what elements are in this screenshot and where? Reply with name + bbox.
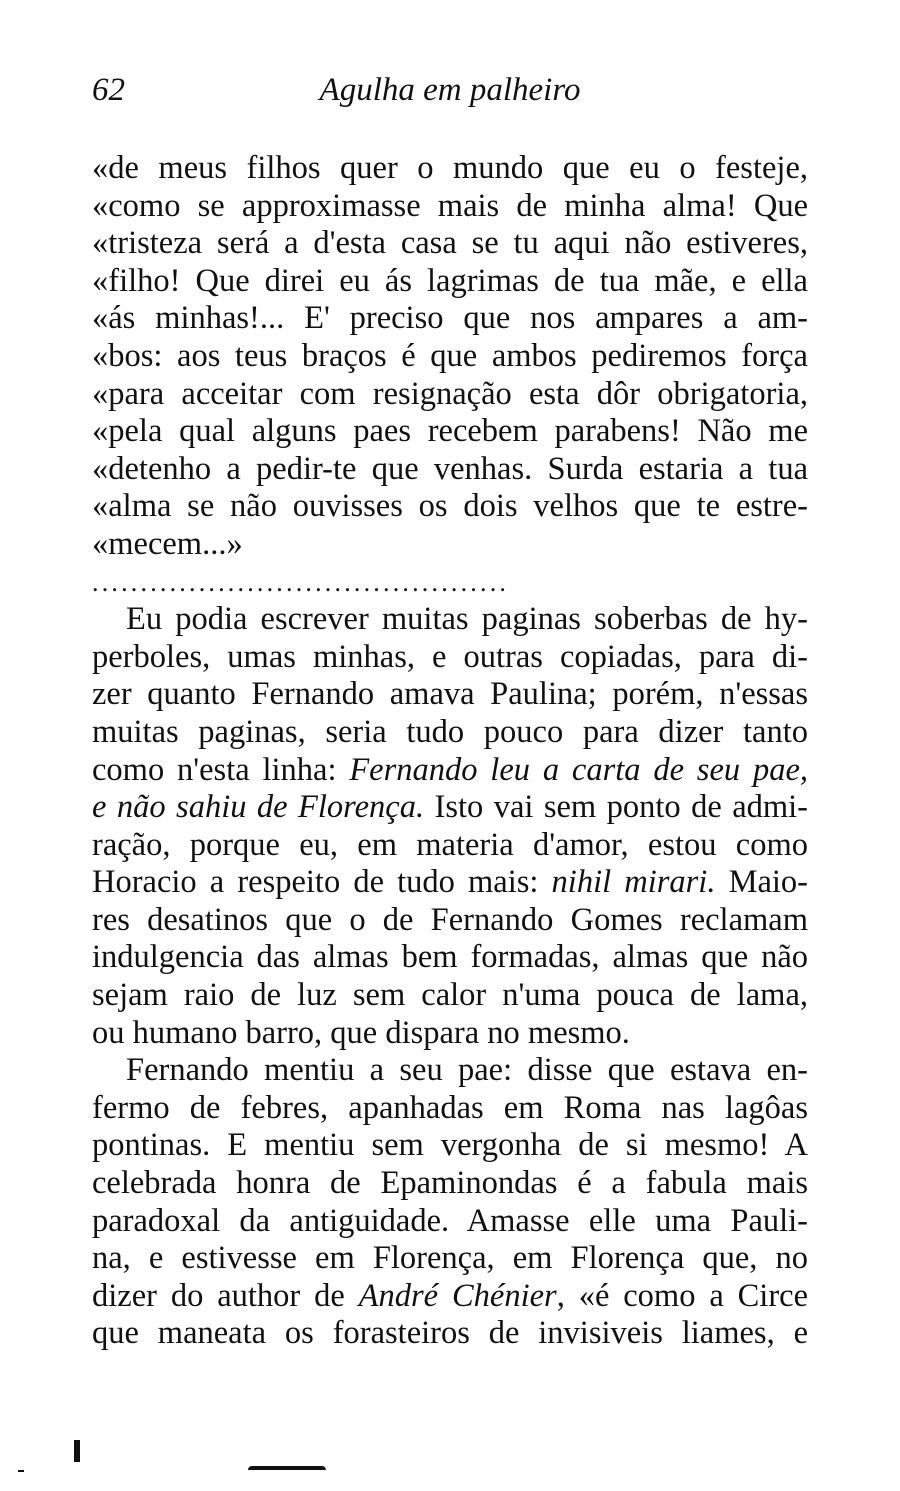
text-line: «detenho a pedir-te que venhas. Surda estaria a tua bbox=[92, 450, 808, 487]
text-line: Fernando mentiu a seu pae: disse que estava en- bbox=[126, 1052, 808, 1089]
italic-run: e não sahiu de Florença. bbox=[92, 789, 425, 826]
text-line: «pela qual alguns paes recebem parabens! Não me bbox=[92, 413, 808, 450]
letter-quote bbox=[92, 150, 808, 564]
text-line: «bos: aos teus braços é que ambos pediremos força bbox=[92, 337, 808, 374]
italic-run: nihil mirari. bbox=[551, 864, 716, 901]
text-line: ou humano barro, que dispara no mesmo. bbox=[92, 1014, 630, 1051]
text-line: res desatinos que o de Fernando Gomes reclamam bbox=[92, 901, 808, 938]
text-run: dizer do author de bbox=[92, 1277, 359, 1314]
text-run: , «é como a Circe bbox=[556, 1277, 809, 1314]
dotted-separator: ........................................... bbox=[92, 567, 510, 597]
scan-mark bbox=[18, 1470, 24, 1472]
scan-mark bbox=[248, 1466, 326, 1470]
text-line: sejam raio de luz sem calor n'uma pouca de lama, bbox=[92, 977, 808, 1014]
text-line: na, e estivesse em Florença, em Florença que, no bbox=[92, 1240, 808, 1277]
paragraph-1 bbox=[92, 601, 808, 1052]
text-line: «para acceitar com resignação esta dôr obrigatoria, bbox=[92, 375, 808, 412]
page-number: 62 bbox=[92, 72, 125, 108]
text-run: Horacio a respeito de tudo mais: bbox=[92, 864, 552, 901]
page-header bbox=[92, 72, 808, 122]
text-line: que maneata os forasteiros de invisiveis liames, e bbox=[92, 1315, 808, 1352]
text-line: «ás minhas!... E' preciso que nos ampares a am- bbox=[92, 300, 808, 337]
italic-run: André Chénier bbox=[358, 1277, 557, 1314]
text-line: «de meus filhos quer o mundo que eu o festeje, bbox=[92, 150, 808, 186]
text-run: Maio- bbox=[715, 864, 808, 901]
text-line: «tristeza será a d'esta casa se tu aqui não estiveres, bbox=[92, 225, 808, 262]
text-line: ração, porque eu, em materia d'amor, estou como bbox=[92, 826, 808, 863]
body-text bbox=[92, 150, 808, 1353]
text-line: muitas paginas, seria tudo pouco para dizer tanto bbox=[92, 713, 808, 750]
text-line: «filho! Que direi eu ás lagrimas de tua mãe, e ella bbox=[92, 262, 808, 299]
text-line bbox=[92, 789, 808, 827]
text-line bbox=[92, 1278, 808, 1316]
text-line: fermo de febres, apanhadas em Roma nas lagôas bbox=[92, 1089, 808, 1126]
text-line: indulgencia das almas bem formadas, almas que não bbox=[92, 939, 808, 976]
italic-run: Fernando leu a carta de seu pae, bbox=[349, 751, 808, 788]
text-line: zer quanto Fernando amava Paulina; porém, n'essas bbox=[92, 676, 808, 713]
text-line: perboles, umas minhas, e outras copiadas, para di- bbox=[92, 638, 808, 675]
text-run: Isto vai sem ponto de admi- bbox=[424, 789, 809, 826]
scan-mark bbox=[74, 1440, 80, 1462]
text-line: paradoxal da antiguidade. Amasse elle uma Pauli- bbox=[92, 1202, 808, 1239]
running-title: Agulha em palheiro bbox=[319, 72, 581, 108]
text-line bbox=[92, 752, 808, 790]
text-line: celebrada honra de Epaminondas é a fabula mais bbox=[92, 1165, 808, 1202]
text-line: «mecem...» bbox=[92, 525, 243, 562]
text-line: «alma se não ouvisses os dois velhos que te estre- bbox=[92, 488, 808, 525]
text-line: Eu podia escrever muitas paginas soberbas de hy- bbox=[126, 601, 808, 638]
text-run: como n'esta linha: bbox=[92, 751, 350, 788]
text-line: pontinas. E mentiu sem vergonha de si mesmo! A bbox=[92, 1127, 808, 1164]
text-line bbox=[92, 864, 808, 902]
paragraph-2 bbox=[92, 1052, 808, 1353]
text-line: «como se approximasse mais de minha alma! Que bbox=[92, 187, 808, 224]
